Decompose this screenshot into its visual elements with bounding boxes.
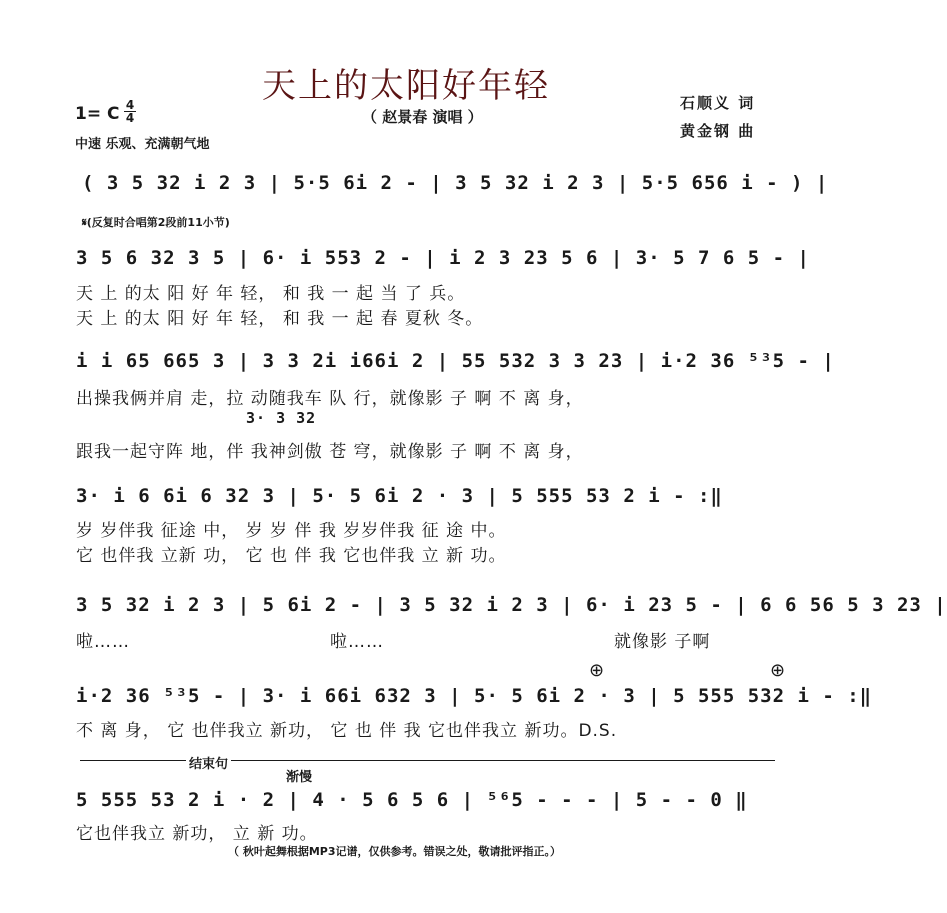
song-title: 天上的太阳好年轻 [262, 66, 550, 106]
key-signature: 1= C [75, 104, 120, 124]
segno-note: 𝄋(反复时合唱第2段前11小节) [82, 216, 230, 229]
lyric-line-5: 岁 岁伴我 征途 中， 岁 岁 伴 我 岁岁伴我 征 途 中。 [76, 521, 507, 541]
ending-bracket-line [80, 760, 775, 761]
lyricist-credit: 石顺义 词 [680, 94, 756, 112]
composer-credit: 黄金钢 曲 [680, 122, 756, 140]
singer-credit: （ 赵景春 演唱 ） [362, 108, 483, 126]
ending-phrase-label: 结束句 [186, 753, 231, 772]
staff-line-4: 3· i 6 6i 6 32 3 | 5· 5 6i 2 · 3 | 5 555 53 2 i - :‖ [76, 485, 723, 507]
staff-line-1: ( 3 5 32 i 2 3 | 5·5 6i 2 - | 3 5 32 i 2 3 | 5·5 656 i - ) | [82, 172, 829, 194]
coda-1-icon: ⊕ [589, 660, 605, 681]
coda-2-icon: ⊕ [770, 660, 786, 681]
footer-note: （ 秋叶起舞根据MP3记谱，仅供参考。错误之处，敬请批评指正。） [228, 845, 561, 858]
staff-line-6: i·2 36 ⁵³5 - | 3· i 66i 632 3 | 5· 5 6i 2 · 3 | 5 555 532 i - :‖ [76, 685, 873, 707]
lyric-line-3: 出操我俩并肩 走，拉 动随我车 队 行，就像影 子 啊 不 离 身， [76, 389, 584, 409]
lyric-line-2: 天 上 的太 阳 好 年 轻， 和 我 一 起 春 夏秋 冬。 [76, 309, 484, 329]
staff-line-7: 5 555 53 2 i · 2 | 4 · 5 6 5 6 | ⁵⁶5 - - - | 5 - - 0 ‖ [76, 789, 748, 811]
staff-line-5: 3 5 32 i 2 3 | 5 6i 2 - | 3 5 32 i 2 3 | 6· i 23 5 - | 6 6 56 5 3 23 | [76, 594, 947, 616]
lyric-line-4: 跟我一起守阵 地，伴 我神剑傲 苍 穹，就像影 子 啊 不 离 身， [76, 442, 584, 462]
meter-bottom: 4 [125, 111, 135, 125]
lyric-la-1: 啦…… [76, 632, 130, 652]
lyric-line-7: 就像影 子啊 [614, 632, 711, 652]
staff-line-2: 3 5 6 32 3 5 | 6· i 553 2 - | i 2 3 23 5 6 | 3· 5 7 6 5 - | [76, 247, 810, 269]
lyric-line-1: 天 上 的太 阳 好 年 轻， 和 我 一 起 当 了 兵。 [76, 284, 466, 304]
ritardando-label: 渐慢 [286, 770, 313, 785]
tempo-marking: 中速 乐观、充满朝气地 [75, 137, 210, 152]
meter-top: 4 [125, 98, 135, 112]
lyric-line-6: 它 也伴我 立新 功， 它 也 伴 我 它也伴我 立 新 功。 [76, 546, 507, 566]
alt-notes: 3· 3 32 [246, 409, 317, 427]
time-signature [124, 99, 136, 124]
lyric-line-8: 不 离 身， 它 也伴我立 新功， 它 也 伴 我 它也伴我立 新功。D.S. [76, 721, 618, 741]
staff-line-3: i i 65 665 3 | 3 3 2i i66i 2 | 55 532 3 3 23 | i·2 36 ⁵³5 - | [76, 350, 835, 372]
lyric-la-2: 啦…… [330, 632, 384, 652]
lyric-line-9: 它也伴我立 新功， 立 新 功。 [76, 824, 318, 844]
